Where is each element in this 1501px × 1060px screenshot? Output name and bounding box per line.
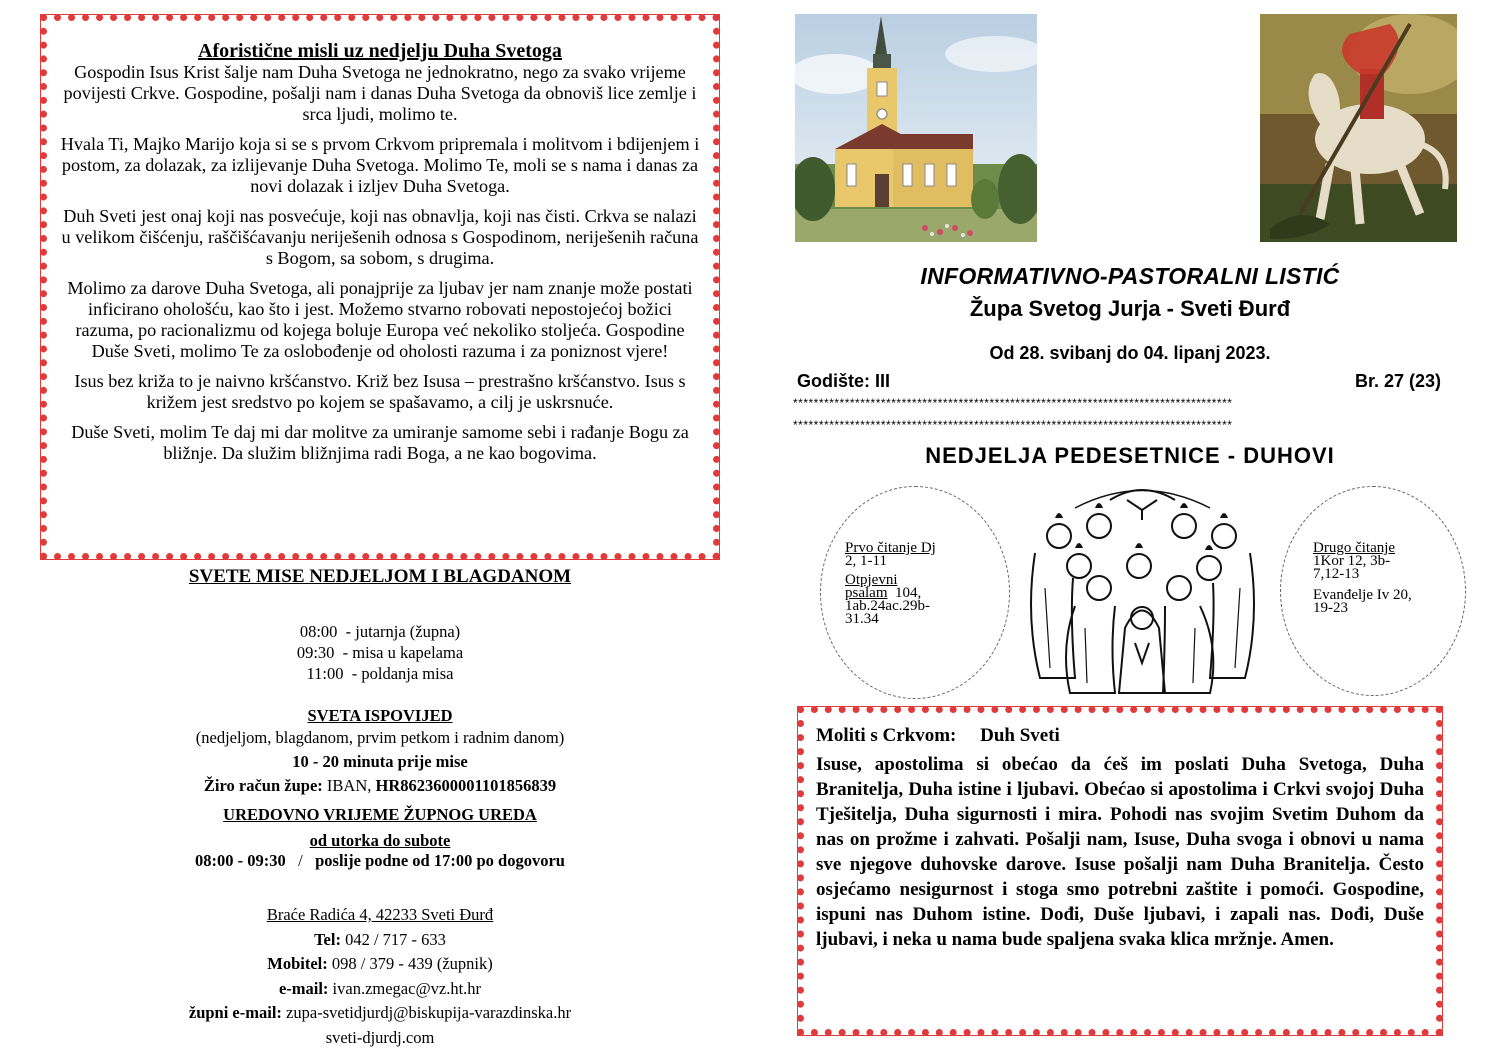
psalm-line: psalam 104,: [845, 585, 922, 601]
prayer-heading: [816, 723, 1424, 748]
parish-email-link[interactable]: zupa-svetidjurdj@biskupija-varazdinska.hr: [286, 1003, 572, 1022]
mass-item: 11:00 - poldanja misa: [306, 664, 454, 683]
mass-item: 08:00 - jutarnja (župna): [299, 622, 461, 641]
aphorism-paragraph: Duh Sveti jest onaj koji nas posvećuje, koji nas obnavlja, koji nas čisti. Crkva se nalazi u velikom čišćenju, raščišćavanju neriješenih odnosa s Gospodinom, neriješenih računa s Bogom, sa sobom, s drugima.: [61, 206, 699, 268]
gospel-ref: Evanđelje Iv 20,: [1313, 587, 1412, 603]
aphorism-paragraph: Gospodin Isus Krist šalje nam Duha Svetoga ne jednokratno, nego za svako vrijeme povijesti Crkve. Gospodine, pošalji nam i danas Duha Svetoga da obnoviš lice zemlje i srca ljudi, molimo te.: [63, 62, 697, 124]
leaflet-title: INFORMATIVNO-PASTORALNI LISTIĆ: [920, 263, 1340, 289]
psalm-ref: 31.34: [845, 611, 879, 627]
church-photo: [795, 14, 1037, 242]
email-link[interactable]: ivan.zmegac@vz.ht.hr: [332, 979, 482, 998]
aphorisms-title: Aforistične misli uz nedjelju Duha Svetoga: [198, 40, 562, 62]
star-divider: *************************************************************************************: [793, 418, 1233, 432]
readings-right: [1313, 542, 1433, 615]
psalm-ref: 1ab.24ac.29b-: [845, 598, 930, 614]
parish-name: Župa Svetog Jurja - Sveti Đurđ: [969, 296, 1291, 321]
address: Braće Radića 4, 42233 Sveti Đurđ: [266, 905, 494, 924]
psalm-label: Otpjevni: [845, 572, 898, 588]
office-hours: 08:00 - 09:30 / poslije podne od 17:00 po dogovoru: [195, 851, 565, 870]
aphorisms-box: [40, 14, 720, 560]
parish-email-line: župni e-mail: zupa-svetidjurdj@biskupija-varazdinska.hr: [188, 1003, 572, 1022]
saint-george-painting: [1260, 14, 1457, 242]
masses-heading: SVETE MISE NEDJELJOM I BLAGDANOM: [188, 566, 572, 587]
second-reading-label: Drugo čitanje: [1313, 540, 1396, 556]
second-reading-ref: 1Kor 12, 3b-: [1313, 553, 1391, 569]
masses-list: [40, 621, 720, 684]
confession-heading: SVETA ISPOVIJED: [307, 706, 453, 725]
first-reading-label: Prvo čitanje Dj: [845, 540, 936, 556]
iban-value: HR8623600001101856839: [375, 776, 557, 795]
star-divider: *************************************************************************************: [793, 396, 1233, 410]
aphorism-paragraph: Molimo za darove Duha Svetoga, ali ponajprije za ljubav jer nam znanje može postati inficirano ohološću, kao što i jest. Možemo stvarno robovati nepostojećoj božici razuma, po racionalizmu od kojega boluje Europa već nekoliko stoljeća. Gospodine Duše Sveti, molimo Te za oslobođenje od oholosti razuma i za poniznost vjere!: [67, 278, 693, 361]
aphorism-paragraph: Duše Sveti, molim Te daj mi dar molitve za umiranje samome sebi i rađanje Bogu za bližnje. Da služim bližnjima radi Boga, a ne kao bogovima.: [71, 422, 689, 463]
gospel-ref: 19-23: [1313, 600, 1348, 616]
phone-line: Tel: 042 / 717 - 633: [314, 930, 446, 949]
readings-left: [845, 542, 975, 626]
mobile-line: Mobitel: 098 / 379 - 439 (župnik): [267, 954, 493, 973]
email-line: e-mail: ivan.zmegac@vz.ht.hr: [278, 979, 482, 998]
first-reading-ref: 2, 1-11: [845, 553, 887, 569]
mass-item: 09:30 - misa u kapelama: [296, 643, 464, 662]
confession-time: 10 - 20 minuta prije mise: [292, 752, 468, 771]
website-link[interactable]: sveti-djurdj.com: [325, 1028, 435, 1047]
issue-number: Br. 27 (23): [1355, 371, 1442, 391]
aphorisms-content: [59, 41, 701, 473]
iban-line: Žiro račun župe: IBAN, HR8623600001101856839: [203, 776, 557, 795]
prayer-box: [797, 706, 1443, 1036]
prayer-topic: Duh Sveti: [980, 725, 1060, 746]
office-heading: UREDOVNO VRIJEME ŽUPNOG UREDA: [223, 805, 537, 824]
pentecost-illustration: [1015, 478, 1270, 698]
confession-note: (nedjeljom, blagdanom, prvim petkom i radnim danom): [195, 728, 565, 747]
volume-label: Godište: III: [797, 371, 891, 391]
office-days: od utorka do subote: [309, 831, 451, 850]
date-range: Od 28. svibanj do 04. lipanj 2023.: [989, 343, 1271, 363]
prayer-content: [816, 723, 1424, 952]
aphorism-paragraph: Hvala Ti, Majko Marijo koja si se s prvom Crkvom pripremala i molitvom i bdijenjem i postom, za dolazak, za izlijevanje Duha Svetoga. Molimo Te, moli se s nama i danas za novi dolazak i izljev Duha Svetoga.: [60, 134, 700, 196]
second-reading-ref: 7,12-13: [1313, 566, 1360, 582]
prayer-text: Isuse, apostolima si obećao da ćeš im poslati Duha Svetoga, Duha Branitelja, Duha istine i ljubavi. Obećao si apostolima i Crkvi svojoj Duha Tješitelja, Duha sigurnosti i mira. Pohodi nas svojim Svetim Duhom da nas on prožme i zahvati. Pošalji nam, Isuse, Duha svoga i obnovi u nama sve njegove duhovske darove. Isuse pošalji nam Duha Branitelja. Često osjećamo nesigurnost i stoga smo potrebni zaštite i pomoći. Gospodine, ispuni nas Duhom istine. Dođi, Duše ljubavi, i zapali nas. Dođi, Duše ljubavi, i neka u nama bude spaljena svaka klica mržnje. Amen.: [816, 754, 1424, 950]
sunday-title: NEDJELJA PEDESETNICE - DUHOVI: [925, 443, 1335, 468]
prayer-label: Moliti s Crkvom:: [816, 725, 957, 746]
aphorism-paragraph: Isus bez križa to je naivno kršćanstvo. Križ bez Isusa – prestrašno kršćanstvo. Isus s križem jest sredstvo po kojem se spašavamo, a cilj je uskrsnuće.: [74, 371, 686, 412]
